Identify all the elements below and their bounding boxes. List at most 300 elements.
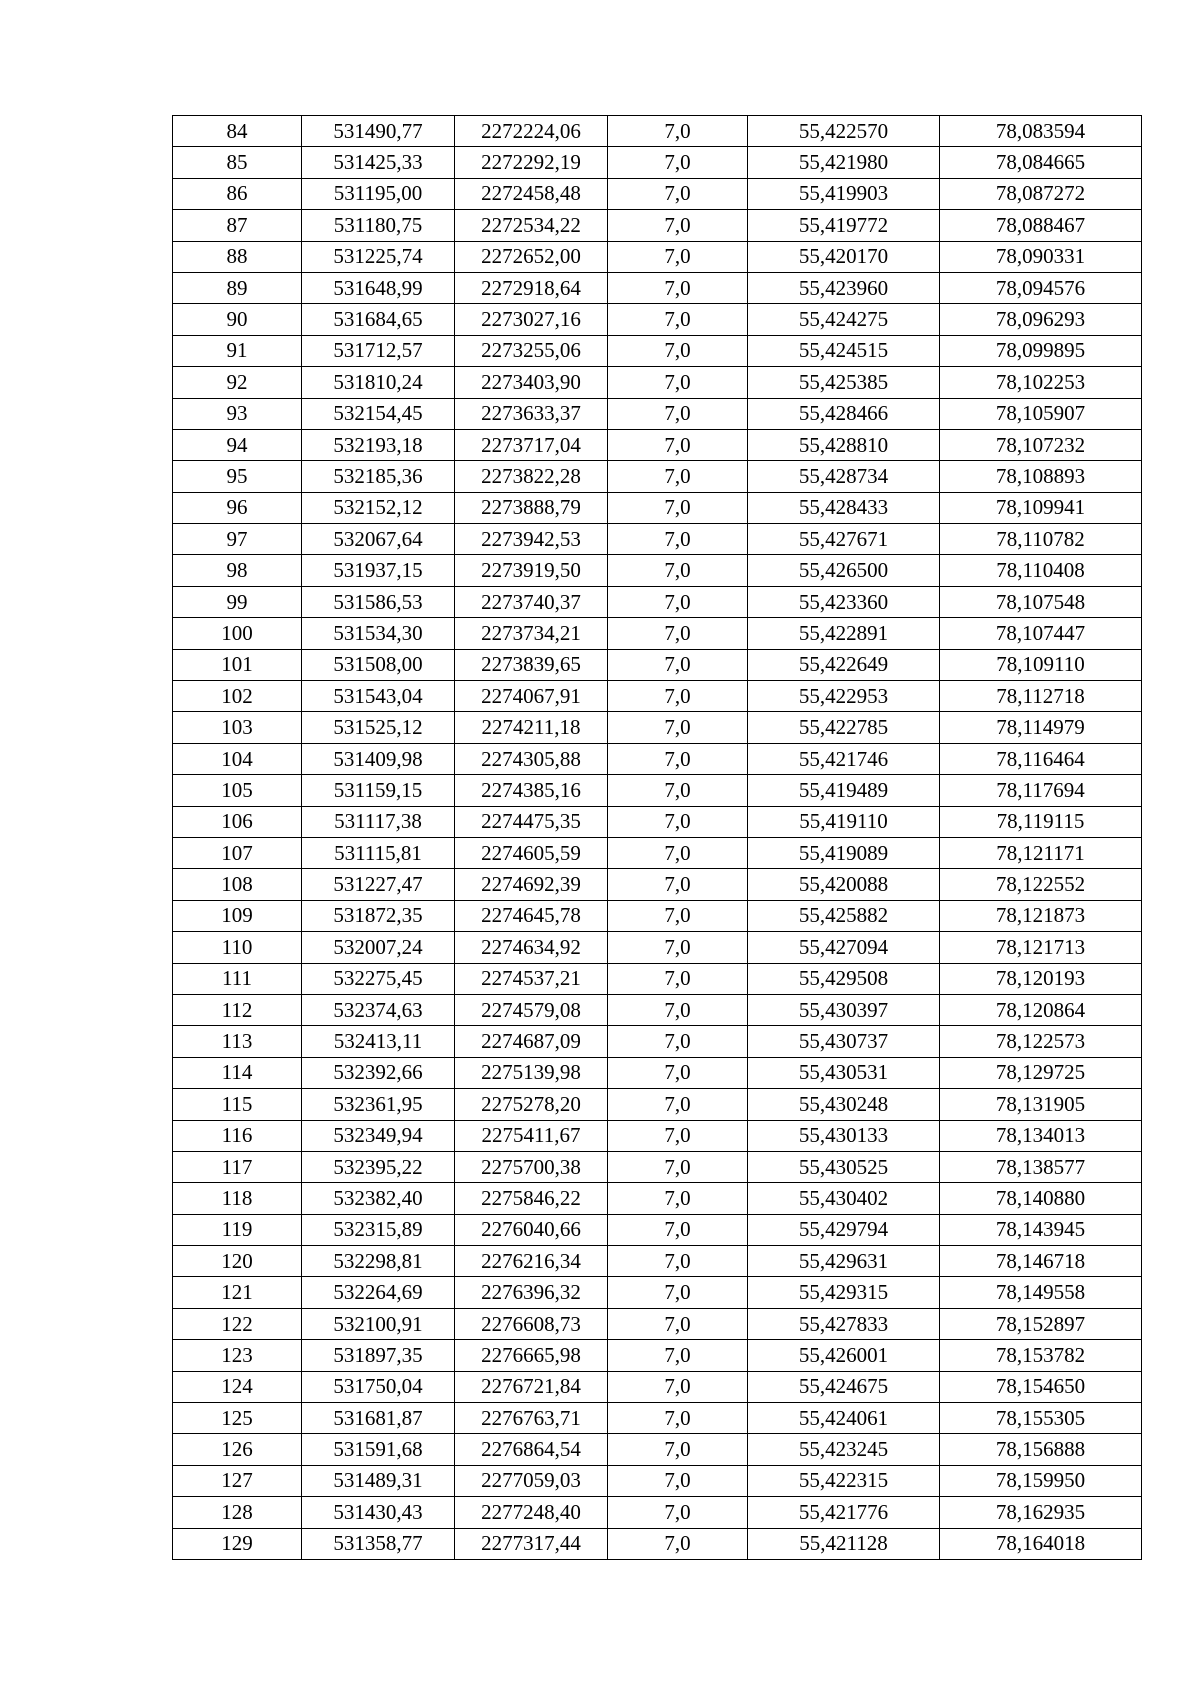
point-number-cell: 127 (173, 1465, 302, 1496)
point-number-cell: 87 (173, 210, 302, 241)
point-number-cell: 96 (173, 492, 302, 523)
y-coordinate-cell: 2274579,08 (455, 994, 608, 1025)
point-number-cell: 97 (173, 524, 302, 555)
longitude-cell: 78,122552 (940, 869, 1142, 900)
table-row (173, 963, 1142, 994)
y-coordinate-cell: 2276864,54 (455, 1434, 608, 1465)
value-cell: 7,0 (608, 1403, 748, 1434)
latitude-cell: 55,430248 (748, 1089, 940, 1120)
x-coordinate-cell: 531409,98 (302, 743, 455, 774)
y-coordinate-cell: 2276721,84 (455, 1371, 608, 1402)
longitude-cell: 78,116464 (940, 743, 1142, 774)
table-row (173, 1371, 1142, 1402)
value-cell: 7,0 (608, 524, 748, 555)
latitude-cell: 55,426001 (748, 1340, 940, 1371)
value-cell: 7,0 (608, 963, 748, 994)
latitude-cell: 55,422649 (748, 649, 940, 680)
table-row (173, 492, 1142, 523)
x-coordinate-cell: 531712,57 (302, 335, 455, 366)
y-coordinate-cell: 2275846,22 (455, 1183, 608, 1214)
y-coordinate-cell: 2273734,21 (455, 618, 608, 649)
table-row (173, 994, 1142, 1025)
point-number-cell: 101 (173, 649, 302, 680)
point-number-cell: 110 (173, 932, 302, 963)
longitude-cell: 78,088467 (940, 210, 1142, 241)
point-number-cell: 113 (173, 1026, 302, 1057)
longitude-cell: 78,149558 (940, 1277, 1142, 1308)
x-coordinate-cell: 531117,38 (302, 806, 455, 837)
value-cell: 7,0 (608, 775, 748, 806)
value-cell: 7,0 (608, 1183, 748, 1214)
latitude-cell: 55,422315 (748, 1465, 940, 1496)
y-coordinate-cell: 2276608,73 (455, 1308, 608, 1339)
table-row (173, 806, 1142, 837)
x-coordinate-cell: 531195,00 (302, 178, 455, 209)
table-row (173, 586, 1142, 617)
x-coordinate-cell: 531648,99 (302, 272, 455, 303)
point-number-cell: 122 (173, 1308, 302, 1339)
latitude-cell: 55,422891 (748, 618, 940, 649)
y-coordinate-cell: 2273027,16 (455, 304, 608, 335)
point-number-cell: 85 (173, 147, 302, 178)
x-coordinate-cell: 531227,47 (302, 869, 455, 900)
x-coordinate-cell: 532361,95 (302, 1089, 455, 1120)
longitude-cell: 78,134013 (940, 1120, 1142, 1151)
value-cell: 7,0 (608, 837, 748, 868)
y-coordinate-cell: 2274305,88 (455, 743, 608, 774)
point-number-cell: 119 (173, 1214, 302, 1245)
longitude-cell: 78,146718 (940, 1246, 1142, 1277)
y-coordinate-cell: 2276665,98 (455, 1340, 608, 1371)
table-row (173, 178, 1142, 209)
latitude-cell: 55,430737 (748, 1026, 940, 1057)
table-row (173, 1214, 1142, 1245)
longitude-cell: 78,152897 (940, 1308, 1142, 1339)
coordinates-table-body (173, 116, 1142, 1560)
longitude-cell: 78,155305 (940, 1403, 1142, 1434)
y-coordinate-cell: 2272224,06 (455, 116, 608, 147)
value-cell: 7,0 (608, 712, 748, 743)
value-cell: 7,0 (608, 932, 748, 963)
point-number-cell: 108 (173, 869, 302, 900)
x-coordinate-cell: 531681,87 (302, 1403, 455, 1434)
table-row (173, 649, 1142, 680)
latitude-cell: 55,425385 (748, 367, 940, 398)
y-coordinate-cell: 2273740,37 (455, 586, 608, 617)
x-coordinate-cell: 531525,12 (302, 712, 455, 743)
table-row (173, 1308, 1142, 1339)
y-coordinate-cell: 2274385,16 (455, 775, 608, 806)
table-row (173, 1057, 1142, 1088)
latitude-cell: 55,430397 (748, 994, 940, 1025)
latitude-cell: 55,422953 (748, 681, 940, 712)
y-coordinate-cell: 2274645,78 (455, 900, 608, 931)
longitude-cell: 78,090331 (940, 241, 1142, 272)
point-number-cell: 123 (173, 1340, 302, 1371)
x-coordinate-cell: 532185,36 (302, 461, 455, 492)
point-number-cell: 105 (173, 775, 302, 806)
table-row (173, 272, 1142, 303)
latitude-cell: 55,428466 (748, 398, 940, 429)
point-number-cell: 88 (173, 241, 302, 272)
y-coordinate-cell: 2274067,91 (455, 681, 608, 712)
y-coordinate-cell: 2274692,39 (455, 869, 608, 900)
table-row (173, 429, 1142, 460)
point-number-cell: 126 (173, 1434, 302, 1465)
point-number-cell: 100 (173, 618, 302, 649)
value-cell: 7,0 (608, 869, 748, 900)
point-number-cell: 84 (173, 116, 302, 147)
y-coordinate-cell: 2274634,92 (455, 932, 608, 963)
table-row (173, 743, 1142, 774)
table-row (173, 241, 1142, 272)
longitude-cell: 78,108893 (940, 461, 1142, 492)
value-cell: 7,0 (608, 1089, 748, 1120)
y-coordinate-cell: 2275139,98 (455, 1057, 608, 1088)
x-coordinate-cell: 531586,53 (302, 586, 455, 617)
x-coordinate-cell: 531937,15 (302, 555, 455, 586)
point-number-cell: 114 (173, 1057, 302, 1088)
x-coordinate-cell: 532395,22 (302, 1151, 455, 1182)
x-coordinate-cell: 532413,11 (302, 1026, 455, 1057)
point-number-cell: 93 (173, 398, 302, 429)
x-coordinate-cell: 531115,81 (302, 837, 455, 868)
latitude-cell: 55,419903 (748, 178, 940, 209)
longitude-cell: 78,110782 (940, 524, 1142, 555)
table-row (173, 1089, 1142, 1120)
latitude-cell: 55,428810 (748, 429, 940, 460)
x-coordinate-cell: 531872,35 (302, 900, 455, 931)
x-coordinate-cell: 532067,64 (302, 524, 455, 555)
value-cell: 7,0 (608, 1214, 748, 1245)
longitude-cell: 78,110408 (940, 555, 1142, 586)
value-cell: 7,0 (608, 398, 748, 429)
y-coordinate-cell: 2276396,32 (455, 1277, 608, 1308)
longitude-cell: 78,120193 (940, 963, 1142, 994)
x-coordinate-cell: 531490,77 (302, 116, 455, 147)
x-coordinate-cell: 531810,24 (302, 367, 455, 398)
value-cell: 7,0 (608, 461, 748, 492)
latitude-cell: 55,430402 (748, 1183, 940, 1214)
point-number-cell: 102 (173, 681, 302, 712)
longitude-cell: 78,087272 (940, 178, 1142, 209)
latitude-cell: 55,428734 (748, 461, 940, 492)
value-cell: 7,0 (608, 1277, 748, 1308)
point-number-cell: 86 (173, 178, 302, 209)
point-number-cell: 92 (173, 367, 302, 398)
latitude-cell: 55,422785 (748, 712, 940, 743)
y-coordinate-cell: 2273255,06 (455, 335, 608, 366)
value-cell: 7,0 (608, 1246, 748, 1277)
value-cell: 7,0 (608, 367, 748, 398)
y-coordinate-cell: 2272458,48 (455, 178, 608, 209)
point-number-cell: 98 (173, 555, 302, 586)
point-number-cell: 125 (173, 1403, 302, 1434)
y-coordinate-cell: 2273633,37 (455, 398, 608, 429)
x-coordinate-cell: 531180,75 (302, 210, 455, 241)
y-coordinate-cell: 2275278,20 (455, 1089, 608, 1120)
value-cell: 7,0 (608, 1120, 748, 1151)
longitude-cell: 78,156888 (940, 1434, 1142, 1465)
y-coordinate-cell: 2276763,71 (455, 1403, 608, 1434)
x-coordinate-cell: 532298,81 (302, 1246, 455, 1277)
y-coordinate-cell: 2274211,18 (455, 712, 608, 743)
longitude-cell: 78,094576 (940, 272, 1142, 303)
y-coordinate-cell: 2277059,03 (455, 1465, 608, 1496)
latitude-cell: 55,419489 (748, 775, 940, 806)
longitude-cell: 78,122573 (940, 1026, 1142, 1057)
table-row (173, 932, 1142, 963)
latitude-cell: 55,420170 (748, 241, 940, 272)
value-cell: 7,0 (608, 304, 748, 335)
y-coordinate-cell: 2272652,00 (455, 241, 608, 272)
latitude-cell: 55,424515 (748, 335, 940, 366)
x-coordinate-cell: 531489,31 (302, 1465, 455, 1496)
value-cell: 7,0 (608, 806, 748, 837)
latitude-cell: 55,427094 (748, 932, 940, 963)
value-cell: 7,0 (608, 1057, 748, 1088)
point-number-cell: 111 (173, 963, 302, 994)
longitude-cell: 78,121713 (940, 932, 1142, 963)
value-cell: 7,0 (608, 1151, 748, 1182)
value-cell: 7,0 (608, 1465, 748, 1496)
value-cell: 7,0 (608, 900, 748, 931)
latitude-cell: 55,422570 (748, 116, 940, 147)
table-row (173, 775, 1142, 806)
y-coordinate-cell: 2276040,66 (455, 1214, 608, 1245)
y-coordinate-cell: 2275411,67 (455, 1120, 608, 1151)
x-coordinate-cell: 532152,12 (302, 492, 455, 523)
value-cell: 7,0 (608, 272, 748, 303)
point-number-cell: 120 (173, 1246, 302, 1277)
y-coordinate-cell: 2277248,40 (455, 1497, 608, 1528)
latitude-cell: 55,423245 (748, 1434, 940, 1465)
table-row (173, 147, 1142, 178)
latitude-cell: 55,424675 (748, 1371, 940, 1402)
table-row (173, 1465, 1142, 1496)
table-row (173, 210, 1142, 241)
table-row (173, 681, 1142, 712)
longitude-cell: 78,107548 (940, 586, 1142, 617)
value-cell: 7,0 (608, 147, 748, 178)
longitude-cell: 78,096293 (940, 304, 1142, 335)
x-coordinate-cell: 532193,18 (302, 429, 455, 460)
latitude-cell: 55,424275 (748, 304, 940, 335)
longitude-cell: 78,159950 (940, 1465, 1142, 1496)
value-cell: 7,0 (608, 492, 748, 523)
longitude-cell: 78,112718 (940, 681, 1142, 712)
table-row (173, 1497, 1142, 1528)
table-row (173, 304, 1142, 335)
longitude-cell: 78,129725 (940, 1057, 1142, 1088)
longitude-cell: 78,138577 (940, 1151, 1142, 1182)
point-number-cell: 104 (173, 743, 302, 774)
longitude-cell: 78,107447 (940, 618, 1142, 649)
x-coordinate-cell: 531425,33 (302, 147, 455, 178)
point-number-cell: 115 (173, 1089, 302, 1120)
x-coordinate-cell: 532007,24 (302, 932, 455, 963)
value-cell: 7,0 (608, 555, 748, 586)
y-coordinate-cell: 2272292,19 (455, 147, 608, 178)
y-coordinate-cell: 2273919,50 (455, 555, 608, 586)
coordinates-table (172, 115, 1142, 1560)
table-row (173, 1120, 1142, 1151)
point-number-cell: 99 (173, 586, 302, 617)
latitude-cell: 55,423360 (748, 586, 940, 617)
longitude-cell: 78,164018 (940, 1528, 1142, 1559)
table-row (173, 524, 1142, 555)
y-coordinate-cell: 2274475,35 (455, 806, 608, 837)
latitude-cell: 55,428433 (748, 492, 940, 523)
value-cell: 7,0 (608, 994, 748, 1025)
point-number-cell: 109 (173, 900, 302, 931)
longitude-cell: 78,153782 (940, 1340, 1142, 1371)
point-number-cell: 103 (173, 712, 302, 743)
point-number-cell: 129 (173, 1528, 302, 1559)
table-row (173, 555, 1142, 586)
value-cell: 7,0 (608, 210, 748, 241)
value-cell: 7,0 (608, 1308, 748, 1339)
table-row (173, 1528, 1142, 1559)
table-row (173, 398, 1142, 429)
y-coordinate-cell: 2274687,09 (455, 1026, 608, 1057)
table-row (173, 869, 1142, 900)
x-coordinate-cell: 532392,66 (302, 1057, 455, 1088)
x-coordinate-cell: 531750,04 (302, 1371, 455, 1402)
x-coordinate-cell: 532315,89 (302, 1214, 455, 1245)
latitude-cell: 55,419772 (748, 210, 940, 241)
point-number-cell: 94 (173, 429, 302, 460)
latitude-cell: 55,421746 (748, 743, 940, 774)
longitude-cell: 78,109110 (940, 649, 1142, 680)
longitude-cell: 78,083594 (940, 116, 1142, 147)
value-cell: 7,0 (608, 681, 748, 712)
latitude-cell: 55,429315 (748, 1277, 940, 1308)
value-cell: 7,0 (608, 649, 748, 680)
longitude-cell: 78,154650 (940, 1371, 1142, 1402)
latitude-cell: 55,430525 (748, 1151, 940, 1182)
x-coordinate-cell: 531358,77 (302, 1528, 455, 1559)
y-coordinate-cell: 2276216,34 (455, 1246, 608, 1277)
latitude-cell: 55,430133 (748, 1120, 940, 1151)
latitude-cell: 55,421128 (748, 1528, 940, 1559)
y-coordinate-cell: 2274605,59 (455, 837, 608, 868)
x-coordinate-cell: 531508,00 (302, 649, 455, 680)
x-coordinate-cell: 531591,68 (302, 1434, 455, 1465)
latitude-cell: 55,426500 (748, 555, 940, 586)
point-number-cell: 91 (173, 335, 302, 366)
table-row (173, 900, 1142, 931)
longitude-cell: 78,102253 (940, 367, 1142, 398)
latitude-cell: 55,421776 (748, 1497, 940, 1528)
point-number-cell: 116 (173, 1120, 302, 1151)
value-cell: 7,0 (608, 335, 748, 366)
value-cell: 7,0 (608, 241, 748, 272)
y-coordinate-cell: 2273888,79 (455, 492, 608, 523)
x-coordinate-cell: 532275,45 (302, 963, 455, 994)
y-coordinate-cell: 2273942,53 (455, 524, 608, 555)
x-coordinate-cell: 531159,15 (302, 775, 455, 806)
point-number-cell: 118 (173, 1183, 302, 1214)
point-number-cell: 124 (173, 1371, 302, 1402)
longitude-cell: 78,099895 (940, 335, 1142, 366)
x-coordinate-cell: 532154,45 (302, 398, 455, 429)
longitude-cell: 78,140880 (940, 1183, 1142, 1214)
value-cell: 7,0 (608, 116, 748, 147)
y-coordinate-cell: 2273839,65 (455, 649, 608, 680)
latitude-cell: 55,419089 (748, 837, 940, 868)
x-coordinate-cell: 531225,74 (302, 241, 455, 272)
longitude-cell: 78,114979 (940, 712, 1142, 743)
point-number-cell: 128 (173, 1497, 302, 1528)
longitude-cell: 78,109941 (940, 492, 1142, 523)
longitude-cell: 78,120864 (940, 994, 1142, 1025)
longitude-cell: 78,084665 (940, 147, 1142, 178)
point-number-cell: 117 (173, 1151, 302, 1182)
longitude-cell: 78,162935 (940, 1497, 1142, 1528)
x-coordinate-cell: 531534,30 (302, 618, 455, 649)
value-cell: 7,0 (608, 743, 748, 774)
table-row (173, 461, 1142, 492)
latitude-cell: 55,429631 (748, 1246, 940, 1277)
table-row (173, 1340, 1142, 1371)
value-cell: 7,0 (608, 429, 748, 460)
x-coordinate-cell: 532100,91 (302, 1308, 455, 1339)
x-coordinate-cell: 531543,04 (302, 681, 455, 712)
latitude-cell: 55,421980 (748, 147, 940, 178)
y-coordinate-cell: 2275700,38 (455, 1151, 608, 1182)
latitude-cell: 55,427833 (748, 1308, 940, 1339)
value-cell: 7,0 (608, 618, 748, 649)
value-cell: 7,0 (608, 1434, 748, 1465)
y-coordinate-cell: 2272918,64 (455, 272, 608, 303)
latitude-cell: 55,430531 (748, 1057, 940, 1088)
latitude-cell: 55,425882 (748, 900, 940, 931)
table-row (173, 618, 1142, 649)
longitude-cell: 78,105907 (940, 398, 1142, 429)
value-cell: 7,0 (608, 586, 748, 617)
table-row (173, 367, 1142, 398)
y-coordinate-cell: 2273403,90 (455, 367, 608, 398)
latitude-cell: 55,419110 (748, 806, 940, 837)
latitude-cell: 55,424061 (748, 1403, 940, 1434)
latitude-cell: 55,423960 (748, 272, 940, 303)
value-cell: 7,0 (608, 1528, 748, 1559)
table-row (173, 1026, 1142, 1057)
latitude-cell: 55,427671 (748, 524, 940, 555)
longitude-cell: 78,117694 (940, 775, 1142, 806)
table-row (173, 712, 1142, 743)
x-coordinate-cell: 531430,43 (302, 1497, 455, 1528)
latitude-cell: 55,429794 (748, 1214, 940, 1245)
table-row (173, 837, 1142, 868)
value-cell: 7,0 (608, 1371, 748, 1402)
y-coordinate-cell: 2274537,21 (455, 963, 608, 994)
value-cell: 7,0 (608, 1340, 748, 1371)
table-row (173, 1434, 1142, 1465)
point-number-cell: 90 (173, 304, 302, 335)
longitude-cell: 78,131905 (940, 1089, 1142, 1120)
value-cell: 7,0 (608, 1497, 748, 1528)
point-number-cell: 89 (173, 272, 302, 303)
y-coordinate-cell: 2273822,28 (455, 461, 608, 492)
x-coordinate-cell: 531897,35 (302, 1340, 455, 1371)
table-row (173, 335, 1142, 366)
point-number-cell: 107 (173, 837, 302, 868)
x-coordinate-cell: 532382,40 (302, 1183, 455, 1214)
point-number-cell: 95 (173, 461, 302, 492)
longitude-cell: 78,107232 (940, 429, 1142, 460)
